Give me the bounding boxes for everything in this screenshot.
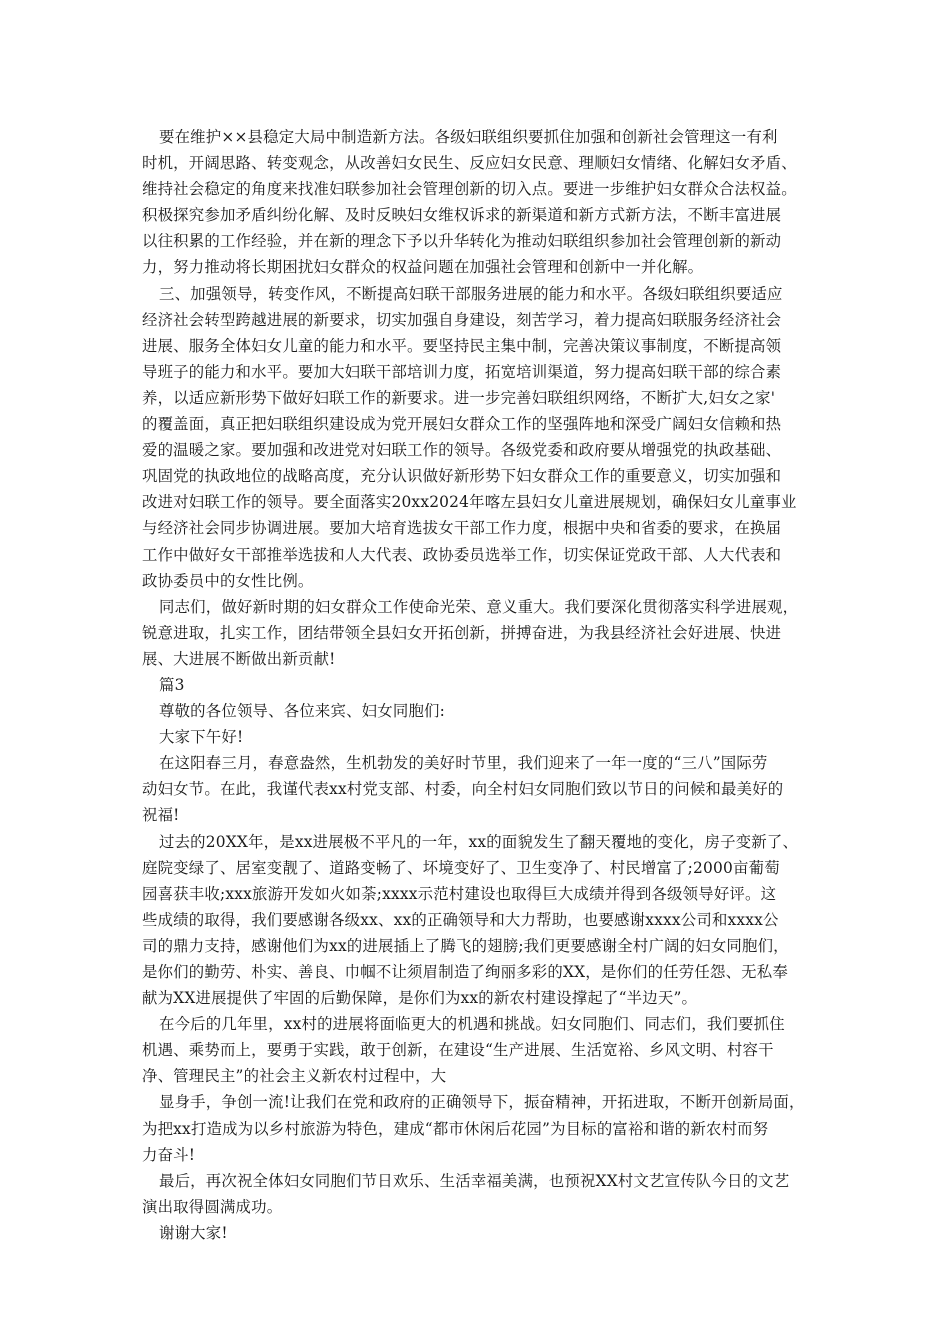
text-line: 动妇女节。在此，我谨代表xx村党支部、村委，向全村妇女同胞们致以节日的问候和最美好的: [142, 780, 784, 799]
text-line: 司的鼎力支持，感谢他们为xx的进展插上了腾飞的翅膀;我们更要感谢全村广阔的妇女同胞们，: [142, 936, 789, 955]
text-line: 养，以适应新形势下做好妇联工作的新要求。进一步完善妇联组织网络，不断扩大,妇女之家': [142, 388, 776, 407]
text-line: 祝福!: [142, 806, 180, 825]
greeting: 大家下午好!: [159, 728, 244, 747]
text-line: 净、管理民主”的社会主义新农村过程中，大: [142, 1067, 447, 1086]
text-line: 锐意进取，扎实工作，团结带领全县妇女开拓创新，拼搏奋进，为我县经济社会好进展、快进: [142, 623, 782, 642]
text-line: 三、加强领导，转变作风，不断提高妇联干部服务进展的能力和水平。各级妇联组织要适应: [159, 284, 783, 303]
text-line: 园喜获丰收;xxx旅游开发如火如荼;xxxx示范村建设也取得巨大成绩并得到各级领导好评。这: [142, 884, 777, 903]
text-line: 政协委员中的女性比例。: [142, 571, 314, 590]
text-line: 导班子的能力和水平。要加大妇联干部培训力度，拓宽培训渠道，努力提高妇联干部的综合素: [142, 362, 782, 381]
text-line: 演出取得圆满成功。: [142, 1197, 283, 1216]
section-heading: 篇3: [159, 675, 185, 694]
text-line: 最后，再次祝全体妇女同胞们节日欢乐、生活幸福美满，也预祝XX村文艺宣传队今日的文艺: [159, 1171, 790, 1190]
text-line: 机遇、乘势而上，要勇于实践，敢于创新，在建设“生产进展、生活宽裕、乡风文明、村容干: [142, 1041, 774, 1060]
text-line: 爱的温暖之家。要加强和改进党对妇联工作的领导。各级党委和政府要从增强党的执政基础、: [142, 441, 782, 460]
text-line: 改进对妇联工作的领导。要全面落实20xx2024年喀左县妇女儿童进展规划，确保妇女儿童事业: [142, 493, 797, 512]
text-line: 些成绩的取得，我们要感谢各级xx、xx的正确领导和大力帮助，也要感谢xxxx公司和xxxx公: [142, 910, 779, 929]
text-line: 力，努力推动将长期困扰妇女群众的权益问题在加强社会管理和创新中一并化解。: [142, 258, 704, 277]
closing-line: 谢谢大家!: [159, 1223, 228, 1242]
text-line: 要在维护××县稳定大局中制造新方法。各级妇联组织要抓住加强和创新社会管理这一有利: [159, 128, 778, 146]
text-line: 献为XX进展提供了牢固的后勤保障，是你们为xx的新农村建设撑起了“半边天”。: [142, 989, 698, 1008]
text-line: 在今后的几年里，xx村的进展将面临更大的机遇和挑战。妇女同胞们、同志们，我们要抓住: [159, 1015, 785, 1034]
text-line: 庭院变绿了、居室变靓了、道路变畅了、坏境变好了、卫生变净了、村民增富了;2000亩葡萄: [142, 858, 780, 877]
text-line: 展、大进展不断做出新贡献!: [142, 649, 336, 668]
text-line: 经济社会转型跨越进展的新要求，切实加强自身建设，刻苦学习，着力提高妇联服务经济社会: [142, 310, 782, 329]
text-line: 为把xx打造成为以乡村旅游为特色，建成“都市休闲后花园”为目标的富裕和谐的新农村而努: [142, 1119, 769, 1138]
text-line: 工作中做好女干部推举选拔和人大代表、政协委员选举工作，切实保证党政干部、人大代表和: [142, 545, 782, 564]
text-line: 维持社会稳定的角度来找准妇联参加社会管理创新的切入点。要进一步维护妇女群众合法权益。: [142, 180, 797, 199]
text-line: 时机，开阔思路、转变观念，从改善妇女民生、反应妇女民意、理顺妇女情绪、化解妇女矛盾、: [142, 154, 797, 173]
text-line: 在这阳春三月，春意盎然，生机勃发的美好时节里，我们迎来了一年一度的“三八”国际劳: [159, 754, 768, 773]
text-line: 与经济社会同步协调进展。要加大培育选拔女干部工作力度，根据中央和省委的要求，在换届: [142, 519, 782, 538]
text-line: 过去的20XX年，是xx进展极不平凡的一年，xx的面貌发生了翻天覆地的变化，房子变新了、: [159, 832, 799, 851]
text-line: 巩固党的执政地位的战略高度，充分认识做好新形势下妇女群众工作的重要意义，切实加强和: [142, 467, 782, 486]
text-line: 力奋斗!: [142, 1145, 196, 1164]
text-line: 以往积累的工作经验，并在新的理念下予以升华转化为推动妇联组织参加社会管理创新的新动: [142, 232, 782, 251]
text-line: 的覆盖面，真正把妇联组织建设成为党开展妇女群众工作的坚强阵地和深受广阔妇女信赖和热: [142, 415, 782, 434]
text-line: 显身手，争创一流!让我们在党和政府的正确领导下，振奋精神，开拓进取，不断开创新局面，: [159, 1093, 805, 1112]
document-body: [142, 124, 812, 1246]
salutation: 尊敬的各位领导、各位来宾、妇女同胞们:: [159, 702, 446, 721]
text-line: 进展、服务全体妇女儿童的能力和水平。要坚持民主集中制，完善决策议事制度，不断提高领: [142, 336, 782, 355]
text-line: 是你们的勤劳、朴实、善良、巾帼不让须眉制造了绚丽多彩的XX，是你们的任劳任怨、无私奉: [142, 963, 788, 981]
text-line: 同志们，做好新时期的妇女群众工作使命光荣、意义重大。我们要深化贯彻落实科学进展观，: [159, 597, 799, 616]
text-line: 积极探究参加矛盾纠纷化解、及时反映妇女维权诉求的新渠道和新方式新方法，不断丰富进展: [142, 206, 782, 225]
